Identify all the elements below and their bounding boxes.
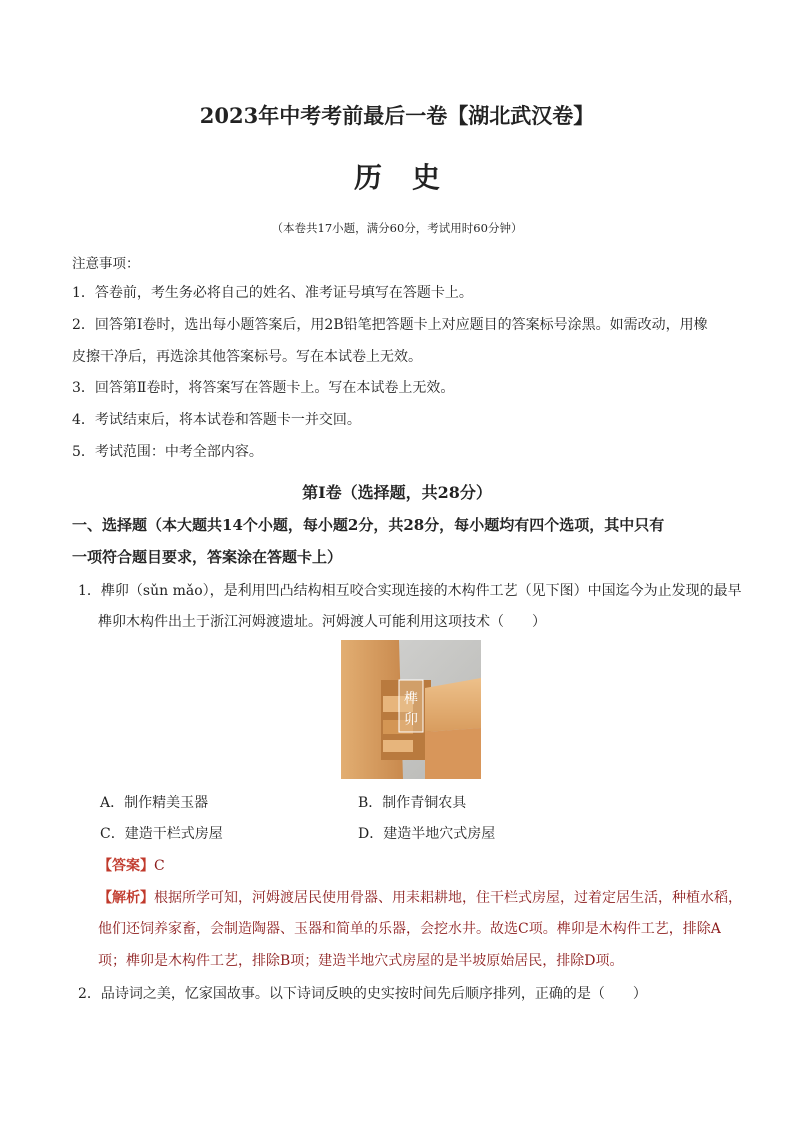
- notice-item: 皮擦干净后，再选涂其他答案标号。写在本试卷上无效。: [72, 349, 422, 365]
- analysis-text: 项；榫卯是木构件工艺，排除B项；建造半地穴式房屋的是半坡原始居民，排除D项。: [98, 953, 624, 969]
- mortise-tenon-image: [341, 640, 481, 779]
- option-a: A．制作精美玉器: [100, 795, 209, 811]
- figure-label: 卯: [404, 712, 418, 728]
- exam-title: 2023年中考考前最后一卷【湖北武汉卷】: [199, 103, 595, 128]
- notice-item: 1．答卷前，考生务必将自己的姓名、准考证号填写在答题卡上。: [72, 285, 473, 301]
- analysis-text: 他们还饲养家畜，会制造陶器、玉器和简单的乐器，会挖水井。故选C项。榫卯是木构件工艺，排除A: [98, 921, 721, 937]
- analysis-text: 根据所学可知，河姆渡居民使用骨器、用耒耜耕地，住干栏式房屋，过着定居生活，种植水稻，: [154, 890, 742, 906]
- notice-item: 3．回答第Ⅱ卷时，将答案写在答题卡上。写在本试卷上无效。: [72, 380, 455, 396]
- figure-label: 榫: [404, 691, 418, 707]
- question-1-stem: 榫卯木构件出土于浙江河姆渡遗址。河姆渡人可能利用这项技术（ ）: [98, 614, 546, 630]
- notice-item: 5．考试范围：中考全部内容。: [72, 444, 263, 460]
- section-intro: 一项符合题目要求，答案涂在答题卡上）: [72, 548, 343, 566]
- option-b: B．制作青铜农具: [358, 795, 467, 811]
- section-intro: 一、选择题（本大题共14个小题，每小题2分，共28分，每小题均有四个选项，其中只有: [72, 516, 665, 534]
- notice-heading: 注意事项：: [72, 256, 140, 272]
- analysis-line: [98, 887, 742, 907]
- question-2-stem: 2．品诗词之美，忆家国故事。以下诗词反映的史实按时间先后顺序排列，正确的是（ ）: [78, 986, 647, 1002]
- option-d: D．建造半地穴式房屋: [358, 826, 496, 842]
- analysis-label: 【解析】: [98, 890, 154, 906]
- answer-line: [98, 855, 165, 875]
- answer-value: C: [154, 858, 165, 874]
- subject-title: 历史: [353, 161, 470, 194]
- section-title: 第Ⅰ卷（选择题，共28分）: [302, 483, 492, 502]
- question-1-stem: 1．榫卯（sǔn mǎo），是利用凹凸结构相互咬合实现连接的木构件工艺（见下图）中国迄今为止发现的最早: [78, 583, 742, 599]
- option-c: C．建造干栏式房屋: [100, 826, 223, 842]
- answer-label: 【答案】: [98, 858, 154, 874]
- notice-item: 4．考试结束后，将本试卷和答题卡一并交回。: [72, 412, 361, 428]
- notice-item: 2．回答第Ⅰ卷时，选出每小题答案后，用2B铅笔把答题卡上对应题目的答案标号涂黑。如需改动，用橡: [72, 317, 708, 333]
- exam-scope: （本卷共17小题，满分60分，考试用时60分钟）: [271, 221, 523, 235]
